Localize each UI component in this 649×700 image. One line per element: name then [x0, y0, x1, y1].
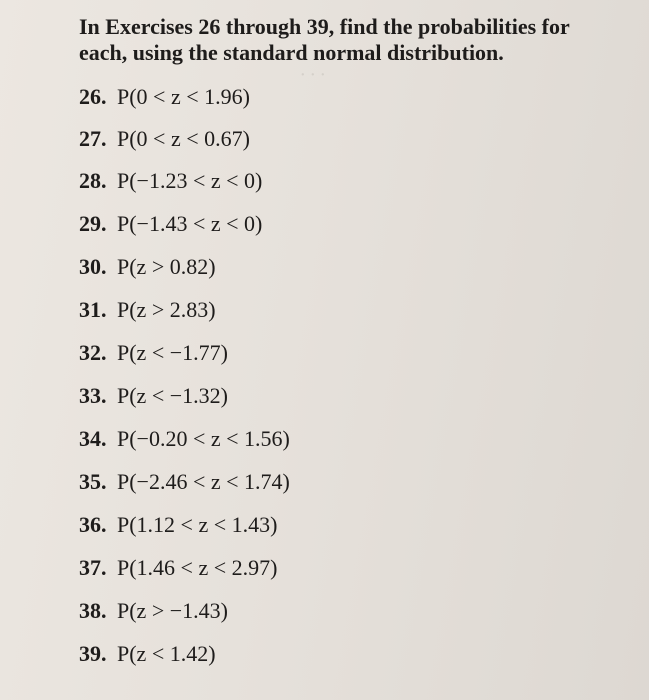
exercise-item	[79, 426, 290, 452]
exercise-number: 29.	[79, 211, 107, 236]
exercise-number: 32.	[79, 340, 107, 365]
exercise-item	[79, 555, 277, 581]
exercise-expression: P(z < 1.42)	[117, 641, 216, 666]
instructions-heading: In Exercises 26 through 39, find the probabilities for each, using the standard normal distribution.	[79, 14, 570, 65]
exercise-number: 30.	[79, 254, 107, 279]
exercise-expression: P(1.46 < z < 2.97)	[117, 555, 278, 580]
exercise-number: 28.	[79, 168, 107, 193]
exercise-expression: P(−2.46 < z < 1.74)	[117, 469, 290, 494]
exercise-number: 31.	[79, 297, 107, 322]
exercise-number: 38.	[79, 598, 107, 623]
exercise-item	[79, 469, 290, 495]
exercise-item	[79, 383, 228, 409]
exercise-number: 37.	[79, 555, 107, 580]
exercise-expression: P(z > 2.83)	[117, 297, 216, 322]
exercise-item	[79, 598, 228, 624]
exercise-expression: P(1.12 < z < 1.43)	[117, 512, 278, 537]
exercise-expression: P(0 < z < 0.67)	[117, 126, 250, 151]
exercise-number: 36.	[79, 512, 107, 537]
exercise-expression: P(−1.23 < z < 0)	[117, 168, 263, 193]
exercise-item	[79, 84, 250, 110]
exercise-expression: P(−0.20 < z < 1.56)	[117, 426, 290, 451]
exercise-number: 39.	[79, 641, 107, 666]
exercise-number: 33.	[79, 383, 107, 408]
bleed-through: · · ·	[300, 64, 325, 86]
exercise-expression: P(z > −1.43)	[117, 598, 228, 623]
exercise-item	[79, 126, 250, 152]
exercise-expression: P(z > 0.82)	[117, 254, 216, 279]
exercise-number: 34.	[79, 426, 107, 451]
exercise-item	[79, 168, 262, 194]
exercise-expression: P(−1.43 < z < 0)	[117, 211, 263, 236]
exercise-item	[79, 254, 216, 280]
exercise-item	[79, 641, 216, 667]
exercise-item	[79, 211, 262, 237]
exercise-item	[79, 512, 277, 538]
exercise-expression: P(z < −1.32)	[117, 383, 228, 408]
exercise-number: 26.	[79, 84, 107, 109]
exercise-expression: P(0 < z < 1.96)	[117, 84, 250, 109]
exercise-number: 27.	[79, 126, 107, 151]
exercise-expression: P(z < −1.77)	[117, 340, 228, 365]
exercise-number: 35.	[79, 469, 107, 494]
exercise-item	[79, 297, 216, 323]
exercise-item	[79, 340, 228, 366]
